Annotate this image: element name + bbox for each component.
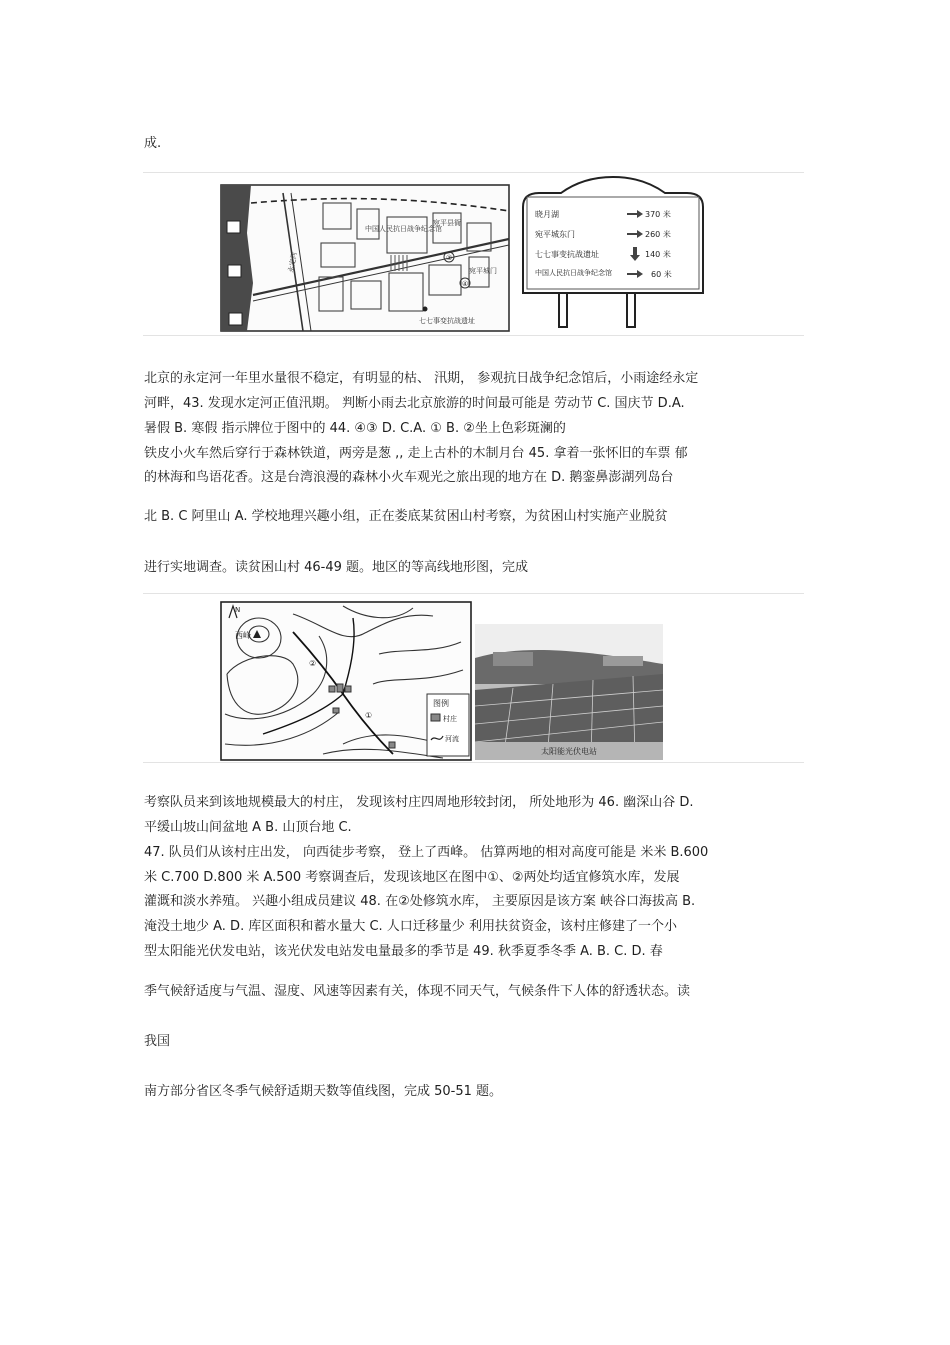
legend-item: 村庄 (443, 715, 457, 723)
sign-row-dist: 60 米 (651, 270, 672, 279)
contour-map-svg (143, 594, 804, 762)
sign-row-dist: 370 米 (645, 210, 671, 219)
sign-row-name: 晓月湖 (535, 210, 559, 219)
text-line: 平缓山坡山间盆地 A B. 山顶台地 C. (144, 820, 352, 835)
legend-item: 河流 (445, 735, 459, 743)
sign-row-name: 宛平城东门 (535, 230, 575, 239)
map-label-county: 宛平县衙 (433, 219, 461, 227)
sign-row-dist: 140 米 (645, 250, 671, 259)
map-label-museum: 中国人民抗日战争纪念馆 (365, 225, 442, 233)
text-line: 南方部分省区冬季气候舒适期天数等值线图，完成 50-51 题。 (144, 1084, 503, 1099)
village-icon (431, 714, 440, 721)
text-line: 季气候舒适度与气温、湿度、风速等因素有关，体现不同天气，气候条件下人体的舒透状态。读 (144, 984, 691, 999)
text-line: 进行实地调查。读贫困山村 46-49 题。地区的等高线地形图，完成 (144, 560, 529, 575)
map-label-river: 永定河 (287, 251, 299, 274)
text-line: 考察队员来到该地规模最大的村庄， 发现该村庄四周地形较封闭， 所处地形为 46. 幽深山谷 D. (144, 795, 694, 810)
text-line: 北京的永定河一年里水量很不稳定，有明显的枯、 汛期， 参观抗日战争纪念馆后，小雨途经永定 (144, 371, 699, 386)
figure-beijing-map (143, 172, 804, 336)
text-line: 铁皮小火车然后穿行于森林铁道，两旁是葱 ,, 走上古朴的木制月台 45. 拿着一张怀旧的车票 郁 (144, 446, 688, 461)
sign-row-name: 中国人民抗日战争纪念馆 (535, 269, 612, 277)
north-label: N (235, 606, 241, 614)
text-line: 灌溉和淡水养殖。 兴趣小组成员建议 48. 在②处修筑水库， 主要原因是该方案 峡谷口海拔高 B. (144, 894, 696, 909)
text-line: 我国 (144, 1034, 171, 1049)
figure-contour-map (143, 593, 804, 763)
sign-row-name: 七七事变抗战遗址 (535, 250, 599, 259)
map-label-gate: 宛平城门 (469, 267, 497, 275)
sign-row-dist: 260 米 (645, 230, 671, 239)
map-marker-1: ① (365, 711, 373, 720)
text-line: 成. (144, 136, 162, 151)
text-line: 淹没土地少 A. D. 库区面积和蓄水量大 C. 人口迁移量少 利用扶贫资金，该村庄修建了一个小 (144, 919, 677, 934)
map-marker-2: ② (309, 659, 317, 668)
map-marker-4: ④ (462, 280, 469, 288)
text-line: 的林海和鸟语花香。这是台湾浪漫的森林小火车观光之旅出现的地方在 D. 鹅銮鼻澎湖列岛台 (144, 470, 674, 485)
map-label-site: 七七事变抗战遗址 (419, 317, 475, 325)
legend-title: 图例 (433, 699, 449, 708)
text-line: 米 C.700 D.800 米 A.500 考察调查后，发现该地区在图中①、②两处均适宜修筑水库，发展 (144, 870, 680, 885)
text-line: 暑假 B. 寒假 指示牌位于图中的 44. ④③ D. C.A. ① B. ②坐上色彩斑澜的 (144, 421, 566, 436)
photo-caption: 太阳能光伏电站 (541, 747, 597, 756)
text-line: 47. 队员们从该村庄出发， 向西徒步考察， 登上了西峰。 估算两地的相对高度可能是 米米 B.600 (144, 845, 709, 860)
west-peak-label: 西峰 (235, 631, 251, 640)
text-line: 北 B. C 阿里山 A. 学校地理兴趣小组，正在娄底某贫困山村考察，为贫困山村实施产业脱贫 (144, 509, 668, 524)
beijing-map-svg (143, 173, 804, 335)
text-line: 型太阳能光伏发电站，该光伏发电站发电量最多的季节是 49. 秋季夏季冬季 A. B. C. D. 春 (144, 944, 663, 959)
map-marker-3: ③ (446, 254, 453, 262)
text-line: 河畔，43. 发现水定河正值汛期。 判断小雨去北京旅游的时间最可能是 劳动节 C. 国庆节 D.A. (144, 396, 685, 411)
